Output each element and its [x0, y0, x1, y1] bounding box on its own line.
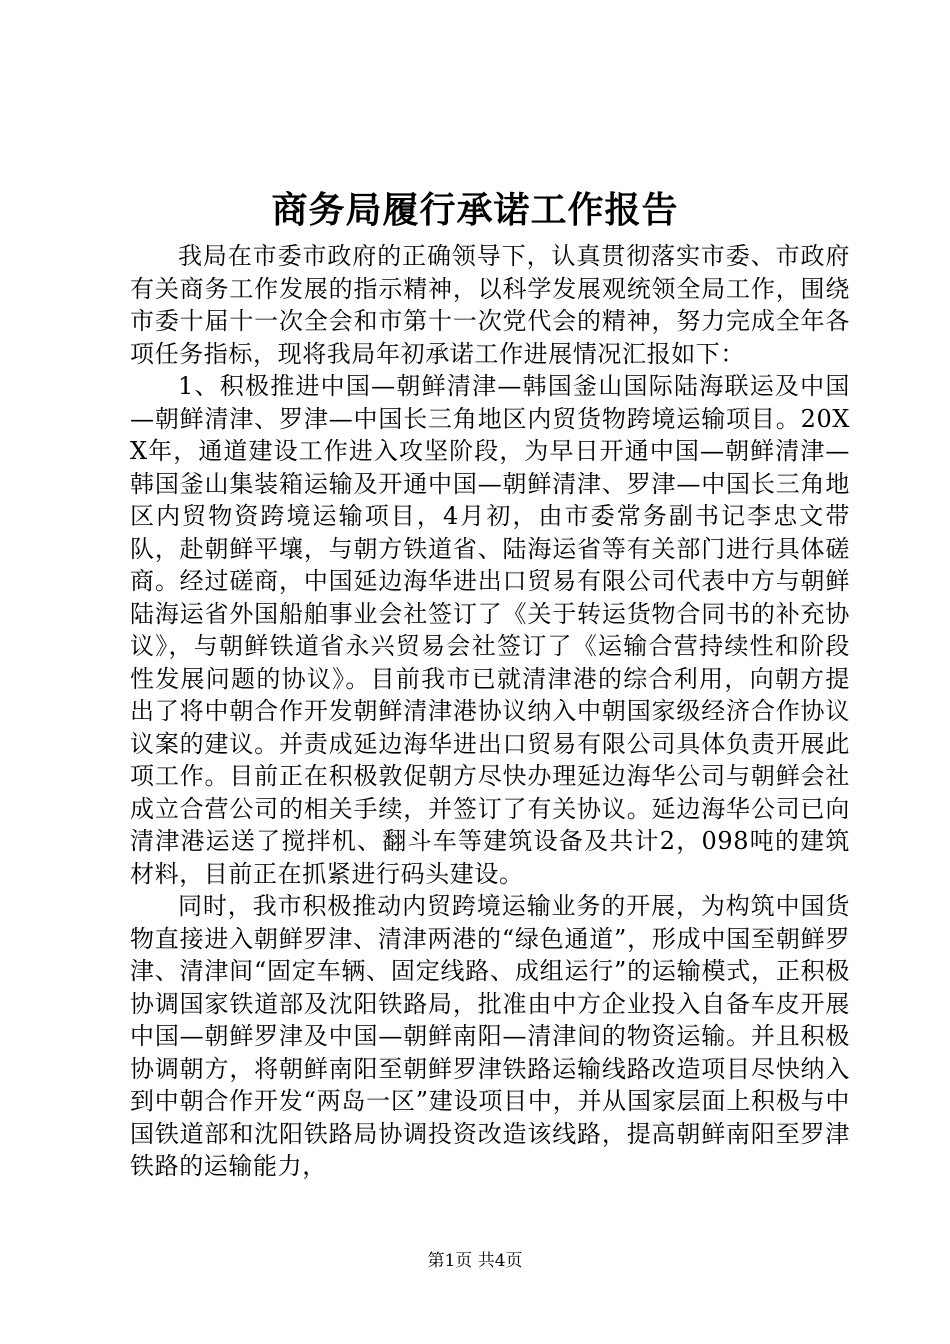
paragraph-intro: 我局在市委市政府的正确领导下，认真贯彻落实市委、市政府有关商务工作发展的指示精神，以科学发展观统领全局工作，围绕市委十届十一次全会和市第十一次党代会的精神，努力完成全年各项任务指标，现将我局年初承诺工作进展情况汇报如下： [130, 242, 850, 368]
paragraph-item-1: 1、积极推进中国—朝鲜清津—韩国釜山国际陆海联运及中国—朝鲜清津、罗津—中国长三角地区内贸货物跨境运输项目。20XX年，通道建设工作进入攻坚阶段，为早日开通中国—朝鲜清津—韩国釜山集装箱运输及开通中国—朝鲜清津、罗津—中国长三角地区内贸物资跨境运输项目，4月初，由市委常务副书记李忠文带队，赴朝鲜平壤，与朝方铁道省、陆海运省等有关部门进行具体磋商。经过磋商，中国延边海华进出口贸易有限公司代表中方与朝鲜陆海运省外国船舶事业会社签订了《关于转运货物合同书的补充协议》，与朝鲜铁道省永兴贸易会社签订了《运输合营持续性和阶段性发展问题的协议》。目前我市已就清津港的综合利用，向朝方提出了将中朝合作开发朝鲜清津港协议纳入中朝国家级经济合作协议议案的建议。并责成延边海华进出口贸易有限公司具体负责开展此项工作。目前正在积极敦促朝方尽快办理延边海华公司与朝鲜会社成立合营公司的相关手续，并签订了有关协议。延边海华公司已向清津港运送了搅拌机、翻斗车等建筑设备及共计2，098吨的建筑材料，目前正在抓紧进行码头建设。 [130, 372, 850, 888]
document-title: 商务局履行承诺工作报告 [271, 189, 679, 231]
paragraph-meanwhile: 同时，我市积极推动内贸跨境运输业务的开展，为构筑中国货物直接进入朝鲜罗津、清津两港的“绿色通道”，形成中国至朝鲜罗津、清津间“固定车辆、固定线路、成组运行”的运输模式，正积极协调国家铁道部及沈阳铁路局，批准由中方企业投入自备车皮开展中国—朝鲜罗津及中国—朝鲜南阳—清津间的物资运输。并且积极协调朝方，将朝鲜南阳至朝鲜罗津铁路运输线路改造项目尽快纳入到中朝合作开发“两岛一区”建设项目中，并从国家层面上积极与中国铁道部和沈阳铁路局协调投资改造该线路，提高朝鲜南阳至罗津铁路的运输能力， [130, 892, 850, 1180]
page-number-footer: 第1页 共4页 [427, 1251, 523, 1271]
document-body [130, 240, 850, 1183]
